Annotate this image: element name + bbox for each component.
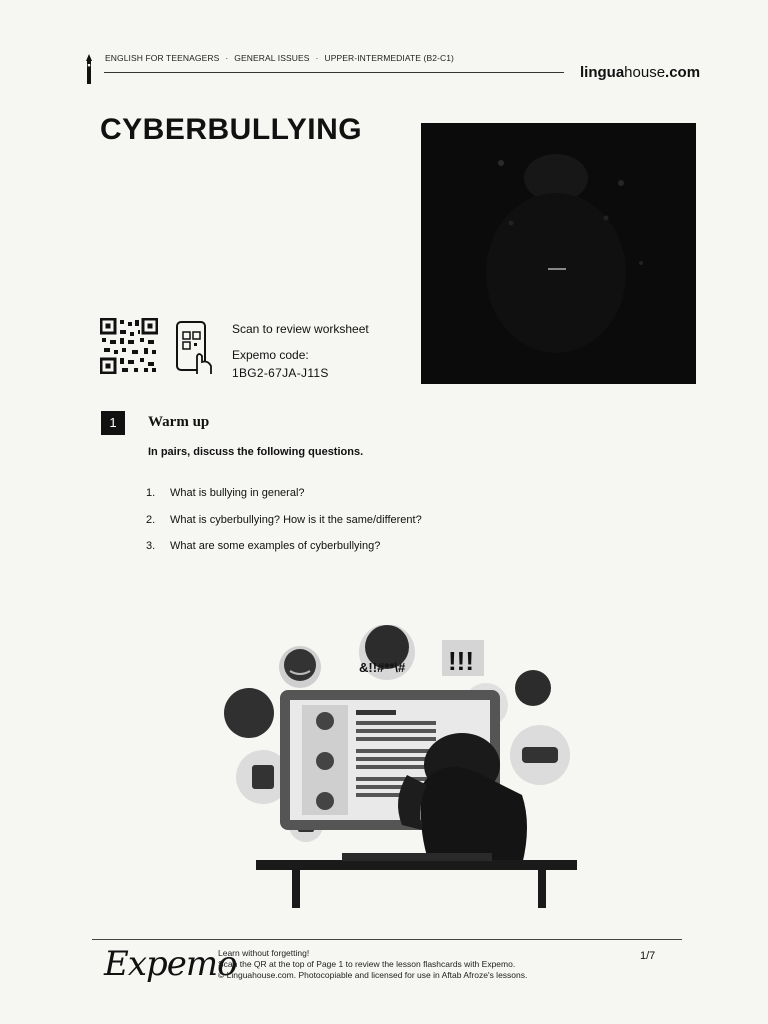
header-divider bbox=[104, 72, 564, 73]
exclamation-bubble-icon bbox=[442, 640, 484, 676]
question-text: What are some examples of cyberbullying? bbox=[170, 540, 381, 552]
page-title: CYBERBULLYING bbox=[100, 113, 363, 146]
footer-scan-note: Scan the QR at the top of Page 1 to review the lesson flashcards with Expemo. bbox=[218, 959, 516, 969]
brand-logo: linguahouse.com bbox=[580, 64, 701, 81]
section-instruction: In pairs, discuss the following questions. bbox=[148, 446, 364, 458]
breadcrumb-separator: · bbox=[225, 53, 229, 63]
phone-scan-icon bbox=[175, 320, 215, 376]
expemo-logo: Expemo bbox=[104, 944, 237, 984]
angry-emoji-icon bbox=[279, 646, 321, 688]
section-number: 1 bbox=[101, 411, 125, 435]
hero-photo bbox=[421, 123, 696, 384]
question-item bbox=[146, 540, 380, 552]
page-number: 1/7 bbox=[640, 950, 656, 962]
desk bbox=[256, 853, 577, 908]
breadcrumb-separator: · bbox=[315, 53, 319, 63]
question-number: 3. bbox=[146, 540, 156, 552]
sad-emoji-icon bbox=[515, 670, 551, 706]
question-number: 1. bbox=[146, 487, 156, 499]
breadcrumb bbox=[105, 53, 454, 63]
svg-text:!!!: !!! bbox=[448, 646, 474, 676]
pointing-hand-icon bbox=[510, 725, 570, 785]
section-title: Warm up bbox=[148, 414, 210, 430]
breadcrumb-topic: GENERAL ISSUES bbox=[234, 53, 310, 63]
cyberbullying-illustration bbox=[222, 625, 577, 910]
expemo-code-label: Expemo code: bbox=[232, 348, 309, 362]
scan-instruction: Scan to review worksheet bbox=[232, 322, 369, 336]
question-text: What is cyberbullying? How is it the same/different? bbox=[170, 514, 422, 526]
question-item bbox=[146, 487, 305, 499]
swearing-symbols: &!!#**\# bbox=[359, 660, 406, 675]
question-text: What is bullying in general? bbox=[170, 487, 305, 499]
footer-copyright: © Linguahouse.com. Photocopiable and licensed for use in Aftab Afroze's lessons. bbox=[218, 970, 528, 980]
big-ben-icon bbox=[84, 54, 94, 84]
footer-text bbox=[218, 948, 527, 981]
footer-tagline: Learn without forgetting! bbox=[218, 948, 310, 958]
expemo-code-value: 1BG2-67JA-J11S bbox=[232, 366, 329, 380]
footer-divider bbox=[92, 939, 682, 940]
angry-emoji-icon bbox=[224, 688, 274, 738]
breadcrumb-level: UPPER-INTERMEDIATE (B2-C1) bbox=[324, 53, 454, 63]
breadcrumb-course: ENGLISH FOR TEENAGERS bbox=[105, 53, 220, 63]
qr-code[interactable] bbox=[100, 318, 158, 374]
question-item bbox=[146, 514, 422, 526]
question-number: 2. bbox=[146, 514, 156, 526]
